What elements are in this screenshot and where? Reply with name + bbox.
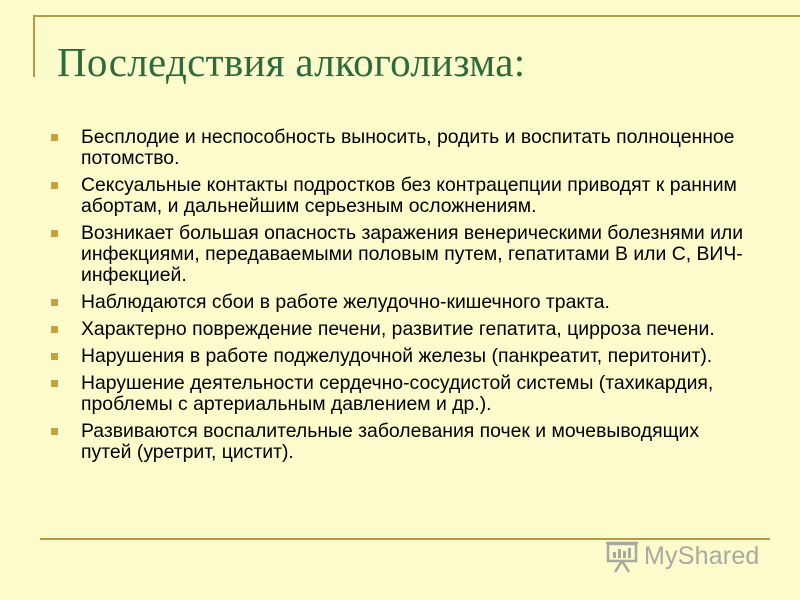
bullet-item <box>50 346 750 367</box>
bullet-text: Возникает большая опасность заражения венерическими болезнями или инфекциями, передаваемыми половым путем, гепатитами В или С, ВИЧ-инфекцией. <box>81 222 744 286</box>
bullet-text: Нарушение деятельности сердечно-сосудистой системы (тахикардия, проблемы с артериальным давлением и др.). <box>81 372 714 415</box>
frame-left-line <box>33 15 35 77</box>
bullet-text: Характерно повреждение печени, развитие гепатита, цирроза печени. <box>81 318 715 340</box>
bullet-text: Нарушения в работе поджелудочной железы (панкреатит, перитонит). <box>81 345 713 367</box>
bullet-square-icon <box>51 353 58 360</box>
slide-title: Последствия алкоголизма: <box>57 39 526 85</box>
bullet-item <box>50 127 750 169</box>
watermark-logo <box>606 537 760 575</box>
bullet-item <box>50 421 750 463</box>
bullet-text: Бесплодие и неспособность выносить, родить и воспитать полноценное потомство. <box>81 126 735 169</box>
frame-top-line <box>33 15 800 17</box>
bullet-text: Развиваются воспалительные заболевания почек и мочевыводящих путей (уретрит, цистит). <box>81 420 700 463</box>
bullet-list <box>50 127 750 469</box>
bullet-item <box>50 223 750 286</box>
bullet-square-icon <box>51 134 58 141</box>
bullet-square-icon <box>51 326 58 333</box>
bullet-square-icon <box>51 230 58 237</box>
bullet-item <box>50 319 750 340</box>
presentation-board-icon <box>606 539 638 573</box>
bullet-square-icon <box>51 428 58 435</box>
watermark-text: MyShared <box>644 541 760 570</box>
bullet-item <box>50 292 750 313</box>
bullet-square-icon <box>51 380 58 387</box>
bullet-item <box>50 175 750 217</box>
bullet-square-icon <box>51 299 58 306</box>
bullet-text: Сексуальные контакты подростков без контрацепции приводят к ранним абортам, и дальнейшим серьезным осложнениям. <box>81 174 737 217</box>
bullet-text: Наблюдаются сбои в работе желудочно-кишечного тракта. <box>81 291 610 313</box>
bullet-item <box>50 373 750 415</box>
bullet-square-icon <box>51 182 58 189</box>
